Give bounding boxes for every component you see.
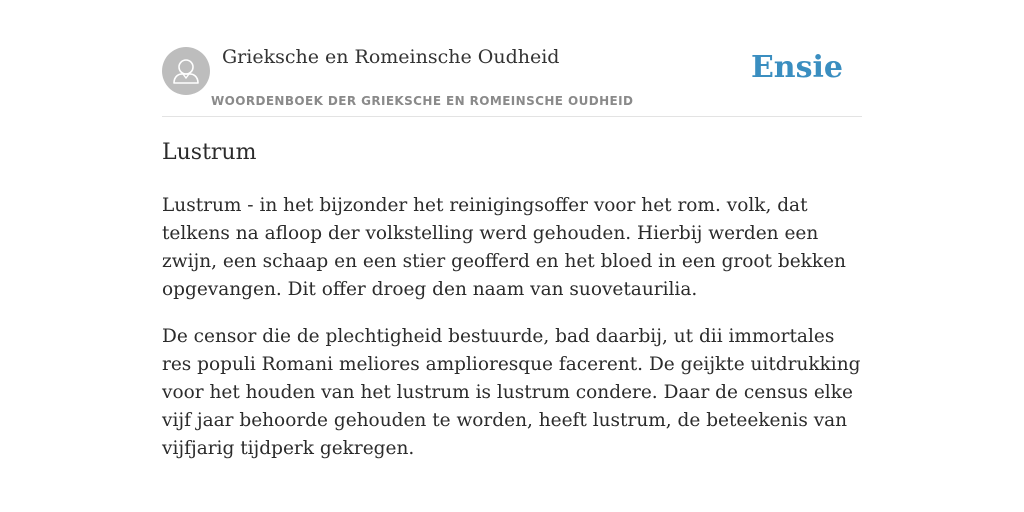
header [162, 0, 862, 117]
entry-paragraph: Lustrum - in het bijzonder het reinigingsoffer voor het rom. volk, dat telkens na afloop der volkstelling werd gehouden. Hierbij werden een zwijn, een schaap en een stier geofferd en het bloed in een groot bekken opgevangen. Dit offer droeg den naam van suovetaurilia. [162, 195, 846, 300]
source-title-link[interactable]: Grieksche en Romeinsche Oudheid [222, 46, 560, 68]
entry-paragraph: De censor die de plechtigheid bestuurde, bad daarbij, ut dii immortales res populi Romani meliores amplioresque facerent. De geijkte uitdrukking voor het houden van het lustrum is lustrum condere. Daar de census elke vijf jaar behoorde gehouden te worden, heeft lustrum, de beteekenis van vijfjarig tijdperk gekregen. [162, 326, 861, 459]
page-container [162, 0, 862, 459]
entry-title: Lustrum [162, 140, 257, 165]
source-subtitle: WOORDENBOEK DER GRIEKSCHE EN ROMEINSCHE OUDHEID [211, 94, 634, 108]
brand-logo-link[interactable]: Ensie [750, 50, 843, 85]
user-icon [162, 47, 210, 95]
entry-body [162, 192, 868, 482]
avatar[interactable] [162, 47, 210, 95]
